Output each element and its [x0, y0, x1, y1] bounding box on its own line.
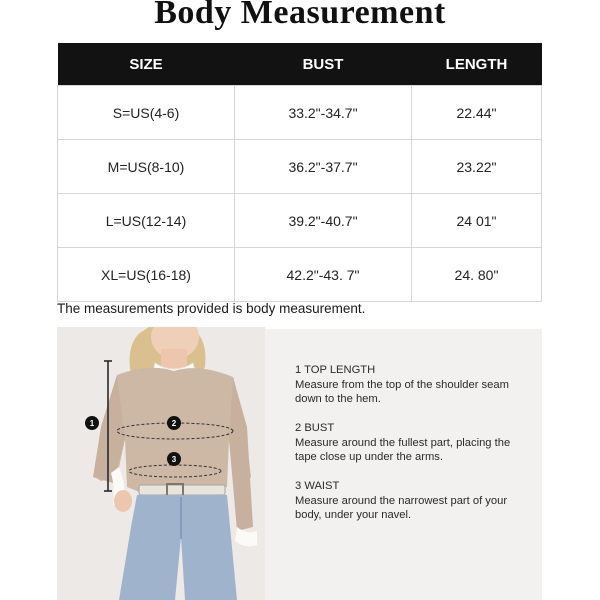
instruction-heading: 1 TOP LENGTH [295, 364, 376, 376]
instruction-heading: 2 BUST [295, 422, 335, 434]
table-header-row [58, 43, 542, 86]
size-cell: M=US(8-10) [58, 140, 235, 194]
bust-cell: 39.2"-40.7" [235, 194, 412, 248]
model-figure-svg [57, 327, 265, 600]
instruction-text: Measure around the fullest part, placing the tape close up under the arms. [295, 436, 511, 463]
length-cell: 24 01" [412, 194, 542, 248]
instruction-heading: 3 WAIST [295, 480, 340, 492]
bust-cell: 36.2"-37.7" [235, 140, 412, 194]
instruction-text: Measure around the narrowest part of your body, under your navel. [295, 494, 508, 521]
header-bust: BUST [235, 43, 412, 86]
instruction-waist [295, 479, 535, 523]
marker-3-label: 3 [171, 455, 177, 464]
instruction-top-length [295, 363, 535, 407]
header-length: LENGTH [412, 43, 542, 86]
model-illustration [57, 327, 265, 600]
neck-shape [161, 349, 187, 369]
length-cell: 22.44" [412, 86, 542, 140]
bust-cell: 33.2"-34.7" [235, 86, 412, 140]
bust-cell: 42.2"-43. 7" [235, 248, 412, 302]
size-cell: L=US(12-14) [58, 194, 235, 248]
size-cell: XL=US(16-18) [58, 248, 235, 302]
marker-1-label: 1 [89, 419, 95, 428]
page-title: Body Measurement [154, 0, 446, 31]
length-cell: 23.22" [412, 140, 542, 194]
size-cell: S=US(4-6) [58, 86, 235, 140]
table-row [58, 140, 542, 194]
length-cell: 24. 80" [412, 248, 542, 302]
table-row [58, 248, 542, 302]
measurement-note: The measurements provided is body measurement. [57, 301, 366, 316]
table-row [58, 194, 542, 248]
marker-2-label: 2 [171, 419, 177, 428]
left-hand [114, 490, 132, 512]
size-chart-table [57, 43, 542, 302]
header-size: SIZE [58, 43, 235, 86]
instruction-text: Measure from the top of the shoulder seam down to the hem. [295, 378, 509, 405]
table-row [58, 86, 542, 140]
instruction-bust [295, 421, 535, 465]
